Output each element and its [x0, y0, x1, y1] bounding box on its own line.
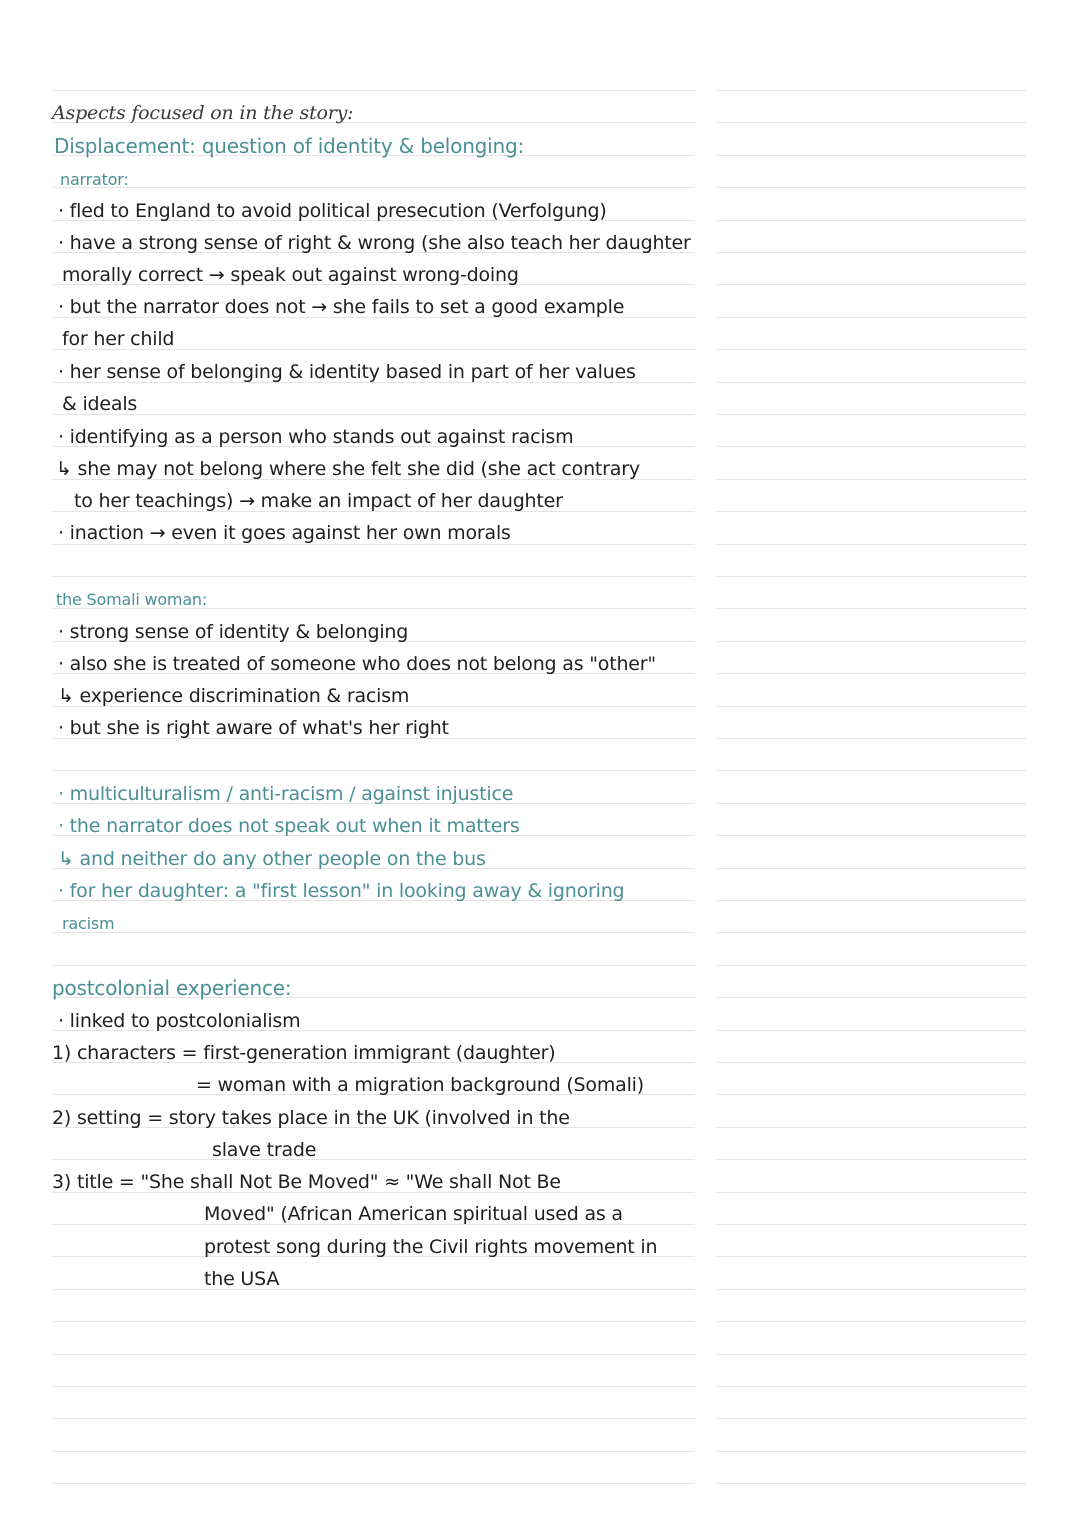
ruled-line: [52, 1159, 695, 1160]
note-line: · but the narrator does not → she fails to set a good example: [58, 296, 625, 318]
note-line: morally correct → speak out against wrong-doing: [62, 264, 519, 286]
subheading-narrator: narrator:: [60, 170, 129, 189]
ruled-line: [52, 576, 695, 577]
section-heading-postcolonial: postcolonial experience:: [52, 976, 292, 1000]
ruled-line: [716, 1451, 1026, 1452]
ruled-line: [52, 414, 695, 415]
note-line: · fled to England to avoid political presecution (Verfolgung): [58, 200, 607, 222]
ruled-line: [716, 187, 1026, 188]
note-line: · inaction → even it goes against her own morals: [58, 522, 511, 544]
ruled-line: [716, 1289, 1026, 1290]
note-line: ↳ she may not belong where she felt she did (she act contrary: [56, 458, 640, 480]
ruled-line: [716, 835, 1026, 836]
ruled-line: [716, 544, 1026, 545]
note-line: to her teachings) → make an impact of her daughter: [74, 490, 563, 512]
ruled-line: [716, 1321, 1026, 1322]
ruled-line: [52, 1354, 695, 1355]
ruled-line: [716, 1354, 1026, 1355]
ruled-line: [52, 187, 695, 188]
page-title: Aspects focused on in the story:: [52, 102, 354, 124]
ruled-line: [716, 1062, 1026, 1063]
ruled-line: [716, 1224, 1026, 1225]
ruled-line: [716, 220, 1026, 221]
note-line: 1) characters = first-generation immigrant (daughter): [52, 1042, 556, 1064]
ruled-line: [52, 1483, 695, 1484]
ruled-line: [716, 576, 1026, 577]
ruled-line: [716, 122, 1026, 123]
ruled-line: [716, 965, 1026, 966]
ruled-line: [716, 868, 1026, 869]
ruled-line: [52, 1386, 695, 1387]
note-line: ↳ experience discrimination & racism: [58, 685, 410, 707]
ruled-line: [52, 1289, 695, 1290]
ruled-line: [716, 1127, 1026, 1128]
ruled-line: [52, 965, 695, 966]
ruled-line: [716, 641, 1026, 642]
note-line: protest song during the Civil rights movement in: [204, 1236, 658, 1258]
note-line: · linked to postcolonialism: [58, 1010, 301, 1032]
note-line: the USA: [204, 1268, 280, 1290]
ruled-line: [716, 900, 1026, 901]
section-heading-displacement: Displacement: question of identity & belonging:: [54, 134, 525, 158]
subheading-somali-woman: the Somali woman:: [56, 590, 208, 609]
note-line: · for her daughter: a "first lesson" in looking away & ignoring: [58, 880, 625, 902]
note-line: slave trade: [212, 1139, 317, 1161]
note-line: · multiculturalism / anti-racism / against injustice: [58, 783, 514, 805]
ruled-line: [716, 284, 1026, 285]
ruled-line: [716, 90, 1026, 91]
ruled-line: [716, 932, 1026, 933]
ruled-line: [716, 706, 1026, 707]
ruled-line: [716, 1386, 1026, 1387]
ruled-line: [716, 770, 1026, 771]
ruled-line: [716, 155, 1026, 156]
ruled-line: [52, 932, 695, 933]
ruled-line: [716, 317, 1026, 318]
ruled-line: [716, 252, 1026, 253]
note-line: for her child: [62, 328, 175, 350]
ruled-line: [716, 479, 1026, 480]
note-line: · have a strong sense of right & wrong (she also teach her daughter: [58, 232, 691, 254]
ruled-line: [716, 997, 1026, 998]
note-line: · strong sense of identity & belonging: [58, 621, 409, 643]
ruled-line: [52, 1321, 695, 1322]
note-line: 2) setting = story takes place in the UK (involved in the: [52, 1107, 570, 1129]
ruled-line: [716, 414, 1026, 415]
ruled-line: [716, 349, 1026, 350]
ruled-line: [52, 770, 695, 771]
ruled-line: [716, 738, 1026, 739]
ruled-line: [716, 1483, 1026, 1484]
note-line: · her sense of belonging & identity based in part of her values: [58, 361, 636, 383]
note-line: = woman with a migration background (Somali): [196, 1074, 644, 1096]
ruled-line: [716, 511, 1026, 512]
ruled-line: [52, 1418, 695, 1419]
ruled-line: [716, 608, 1026, 609]
ruled-line: [716, 1256, 1026, 1257]
note-line: · also she is treated of someone who does not belong as "other": [58, 653, 656, 675]
ruled-line: [716, 803, 1026, 804]
ruled-line: [716, 673, 1026, 674]
note-line: racism: [62, 914, 115, 933]
note-line: · identifying as a person who stands out against racism: [58, 426, 574, 448]
note-line: Moved" (African American spiritual used as a: [204, 1203, 623, 1225]
ruled-line: [52, 1451, 695, 1452]
note-line: & ideals: [62, 393, 138, 415]
ruled-line: [716, 1094, 1026, 1095]
ruled-line: [716, 1030, 1026, 1031]
note-line: · the narrator does not speak out when it matters: [58, 815, 520, 837]
ruled-line: [52, 90, 695, 91]
ruled-line: [716, 1159, 1026, 1160]
ruled-line: [716, 446, 1026, 447]
note-line: 3) title = "She shall Not Be Moved" ≈ "We shall Not Be: [52, 1171, 561, 1193]
ruled-line: [716, 382, 1026, 383]
note-line: ↳ and neither do any other people on the bus: [58, 848, 486, 870]
note-line: · but she is right aware of what's her right: [58, 717, 449, 739]
ruled-line: [716, 1192, 1026, 1193]
ruled-line: [716, 1418, 1026, 1419]
